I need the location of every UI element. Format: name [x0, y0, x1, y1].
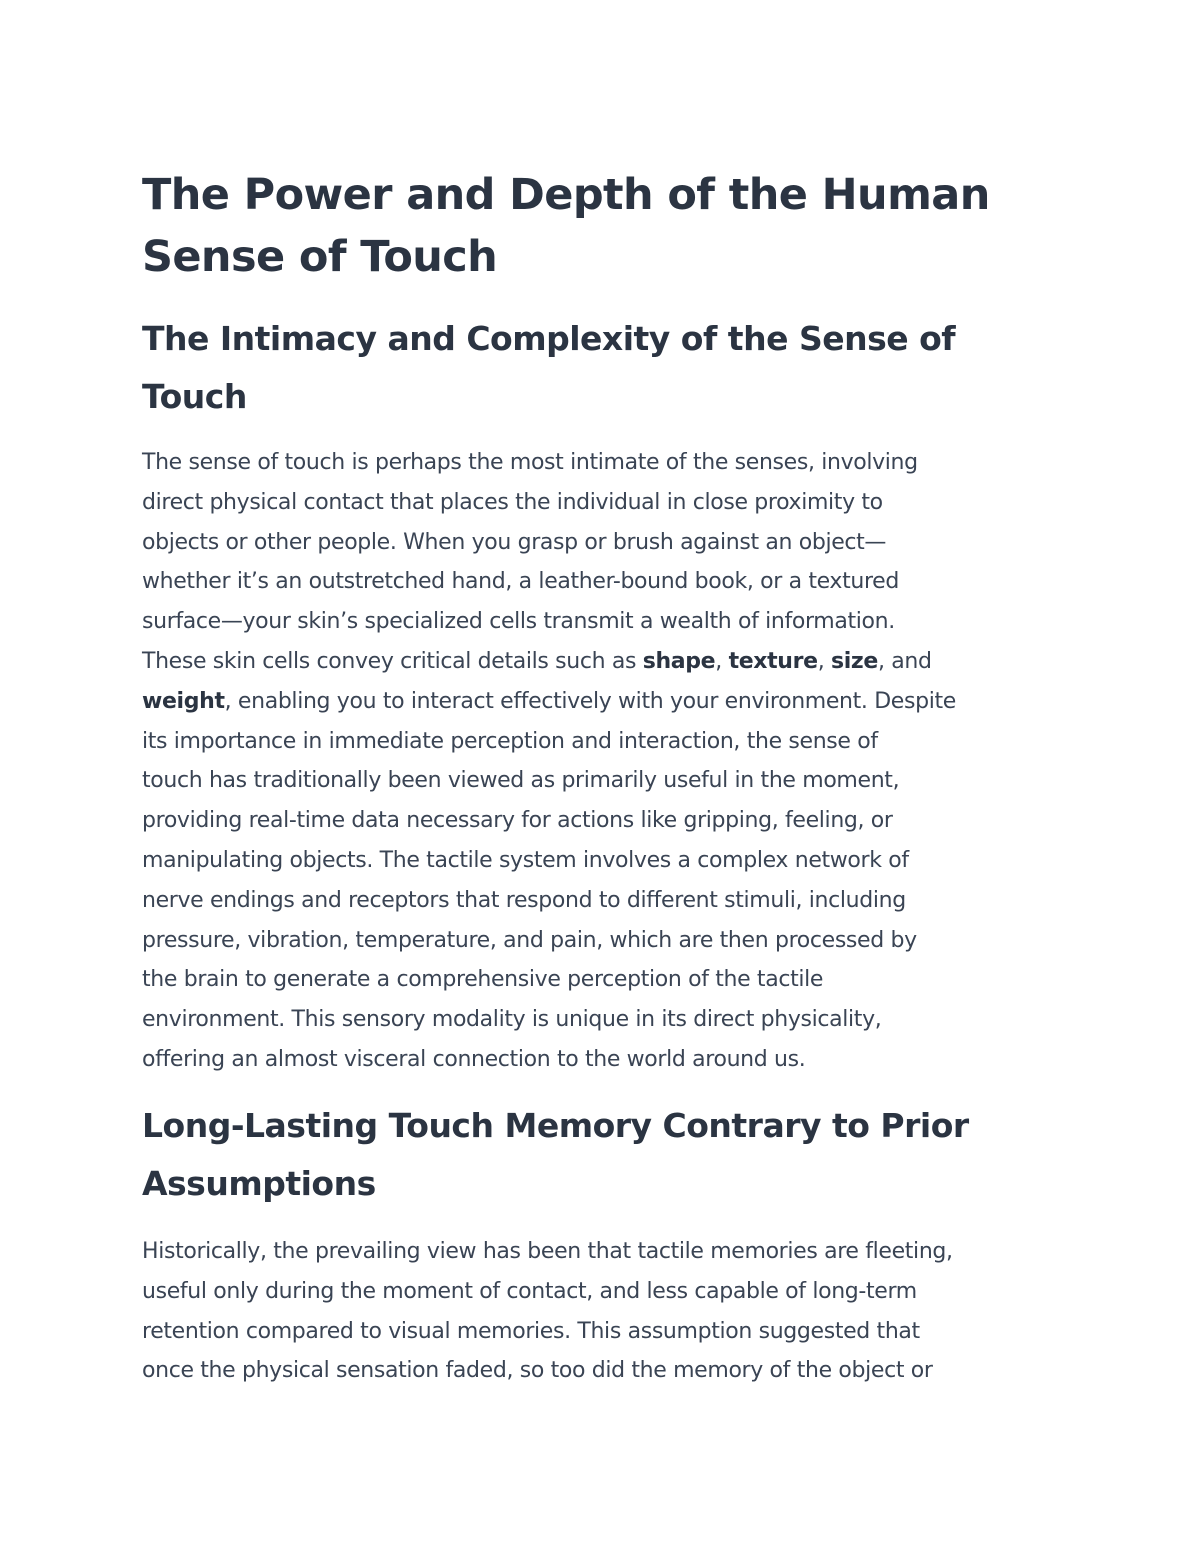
page-title	[142, 164, 1042, 288]
text-run: ,	[817, 648, 831, 674]
paragraph-line: offering an almost visceral connection to the world around us.	[142, 1046, 806, 1072]
paragraph-line: pressure, vibration, temperature, and pain, which are then processed by	[142, 927, 917, 953]
paragraph-line	[142, 682, 1062, 722]
text-run: These skin cells convey critical details such as	[142, 648, 643, 674]
paragraph-line: useful only during the moment of contact, and less capable of long-term	[142, 1278, 917, 1304]
paragraph-line: direct physical contact that places the individual in close proximity to	[142, 489, 883, 515]
paragraph-line: the brain to generate a comprehensive perception of the tactile	[142, 967, 824, 993]
bold-term-weight: weight	[142, 688, 225, 714]
paragraph-line: Historically, the prevailing view has been that tactile memories are fleeting,	[142, 1239, 953, 1264]
section-heading-line: Long-Lasting Touch Memory Contrary to Prior	[142, 1106, 969, 1145]
section-heading-touch-memory	[142, 1097, 1042, 1213]
paragraph-line: providing real-time data necessary for actions like gripping, feeling, or	[142, 808, 893, 834]
paragraph-line: environment. This sensory modality is unique in its direct physicality,	[142, 1007, 882, 1033]
paragraph-line: objects or other people. When you grasp or brush against an object—	[142, 529, 887, 555]
page-title-line: Sense of Touch	[142, 232, 498, 282]
section-heading-line: Touch	[142, 377, 247, 416]
paragraph-line: retention compared to visual memories. This assumption suggested that	[142, 1318, 920, 1344]
paragraph-touch-memory	[142, 1232, 1062, 1391]
paragraph-line: surface—your skin’s specialized cells transmit a wealth of information.	[142, 609, 895, 635]
bold-term-texture: texture	[728, 648, 818, 674]
paragraph-line: nerve endings and receptors that respond to different stimuli, including	[142, 887, 906, 913]
bold-term-size: size	[831, 648, 878, 674]
text-run: ,	[715, 648, 729, 674]
paragraph-intimacy	[142, 443, 1062, 1080]
paragraph-line: manipulating objects. The tactile system involves a complex network of	[142, 847, 909, 873]
section-heading-line: The Intimacy and Complexity of the Sense of	[142, 319, 956, 358]
paragraph-line	[142, 642, 1062, 682]
paragraph-line: once the physical sensation faded, so too did the memory of the object or	[142, 1358, 933, 1384]
section-heading-line: Assumptions	[142, 1164, 376, 1203]
section-heading-intimacy	[142, 310, 1042, 426]
paragraph-line: its importance in immediate perception and interaction, the sense of	[142, 728, 878, 754]
bold-term-shape: shape	[642, 648, 716, 674]
text-run: , and	[877, 648, 932, 674]
paragraph-line: whether it’s an outstretched hand, a leather-bound book, or a textured	[142, 569, 899, 595]
paragraph-line: The sense of touch is perhaps the most intimate of the senses, involving	[142, 450, 918, 475]
text-run: , enabling you to interact effectively with your environment. Despite	[224, 688, 956, 714]
paragraph-line: touch has traditionally been viewed as primarily useful in the moment,	[142, 768, 900, 794]
page-title-line: The Power and Depth of the Human	[142, 170, 990, 220]
